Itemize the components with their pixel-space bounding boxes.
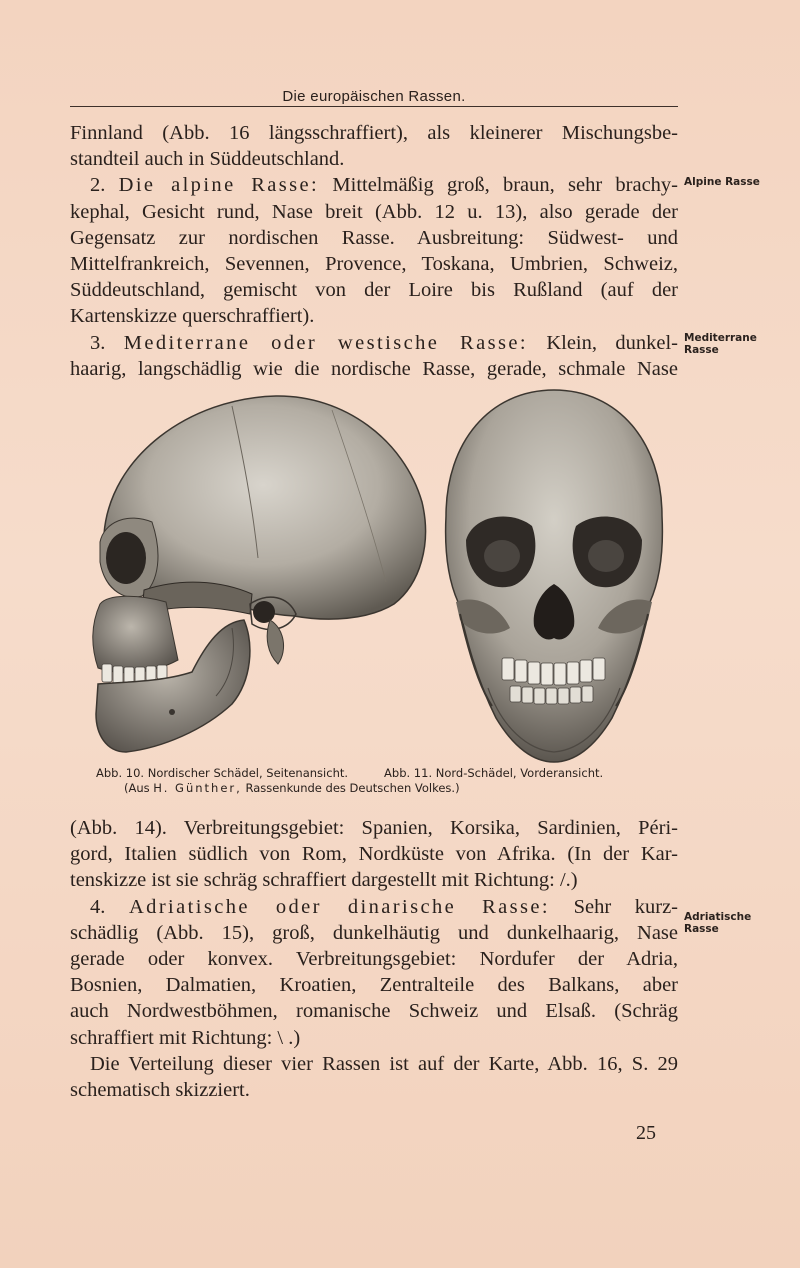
section-heading: Die alpine Rasse: [118, 174, 320, 197]
item-number: 4. [90, 895, 106, 918]
caption-source-prefix: (Aus [124, 781, 150, 795]
skull-front-view-photo [436, 388, 672, 764]
margin-note-alpine: Alpine Rasse [684, 176, 760, 188]
skull-side-view-photo [82, 382, 434, 764]
margin-note-line: Rasse [684, 344, 719, 356]
paragraph-mediterrane-rasse [70, 330, 678, 382]
text-line: Gegensatz zur nordischen Rasse. Ausbreitung: Südwest- und [70, 226, 678, 249]
text-line: Die Verteilung dieser vier Rassen ist auf der Karte, Abb. 16, S. 29 [90, 1052, 678, 1075]
text-line: auch Nordwestböhmen, romanische Schweiz und Elsaß. (Schräg [70, 1000, 678, 1023]
text-line: gord, Italien südlich von Rom, Nordküste von Afrika. (In der Kar- [70, 843, 678, 866]
caption-abb-10: Abb. 10. Nordischer Schädel, Seitenansicht. [96, 766, 349, 780]
text-line: Kartenskizze querschraffiert). [70, 305, 315, 328]
margin-note-line: Rasse [684, 923, 719, 935]
text-line: Mittelfrankreich, Sevennen, Provence, Toskana, Umbrien, Schweiz, [70, 253, 678, 275]
text-line: (Abb. 14). Verbreitungsgebiet: Spanien, Korsika, Sardinien, Péri- [70, 817, 678, 839]
paragraph-alpine-rasse [70, 172, 678, 329]
paragraph-verbreitung-mediterran [70, 815, 678, 894]
header-rule [70, 106, 678, 107]
section-heading: Adriatische oder dinarische Rasse: [128, 895, 550, 918]
text-line: haarig, langschädlig wie die nordische Rasse, gerade, schmale Nase [70, 357, 678, 380]
figure-caption [96, 766, 676, 796]
margin-note-line: Adriatische [684, 911, 752, 923]
text-line [70, 330, 678, 356]
text-segment: Sehr kurz- [573, 895, 679, 918]
caption-abb-11: Abb. 11. Nord-Schädel, Vorderansicht. [384, 766, 604, 780]
text-line [70, 172, 678, 198]
text-line: tenskizze ist sie schräg schraffiert dargestellt mit Richtung: /.) [70, 869, 578, 892]
text-line: standteil auch in Süddeutschland. [70, 148, 345, 171]
text-segment: Klein, dunkel- [546, 331, 679, 354]
text-line: schematisch skizziert. [70, 1079, 250, 1101]
item-number: 2. [90, 174, 106, 197]
text-segment: Mittelmäßig groß, braun, sehr brachy- [332, 174, 678, 197]
text-line: Finnland (Abb. 16 längsschraffiert), als kleinerer Mischungsbe- [70, 122, 678, 144]
margin-note-adriatische [684, 911, 751, 935]
text-line: Bosnien, Dalmatien, Kroatien, Zentralteile des Balkans, aber [70, 974, 678, 997]
text-line [70, 894, 678, 920]
margin-note-mediterrane [684, 332, 757, 356]
margin-note-line: Mediterrane [684, 332, 757, 344]
item-number: 3. [90, 331, 106, 354]
text-line: kephal, Gesicht rund, Nase breit (Abb. 12 u. 13), also gerade der [70, 200, 678, 223]
running-head: Die europäischen Rassen. [282, 88, 466, 105]
caption-author: H. Günther, [153, 781, 242, 795]
text-line: schädlig (Abb. 15), groß, dunkelhäutig und dunkelhaarig, Nase [70, 921, 678, 944]
paragraph-adriatische-rasse [70, 894, 678, 1051]
text-line: Süddeutschland, gemischt von der Loire bis Rußland (auf der [70, 279, 678, 302]
caption-line [96, 766, 676, 781]
paragraph-verteilung [70, 1051, 678, 1103]
page-number: 25 [636, 1122, 656, 1144]
text-line: schraffiert mit Richtung: \ .) [70, 1026, 301, 1049]
text-line: gerade oder konvex. Verbreitungsgebiet: Nordufer der Adria, [70, 948, 678, 970]
caption-line [96, 781, 676, 796]
paragraph-finnland [70, 120, 678, 172]
section-heading: Mediterrane oder westische Rasse: [123, 331, 528, 354]
caption-source: Rassenkunde des Deutschen Volkes.) [245, 781, 460, 795]
